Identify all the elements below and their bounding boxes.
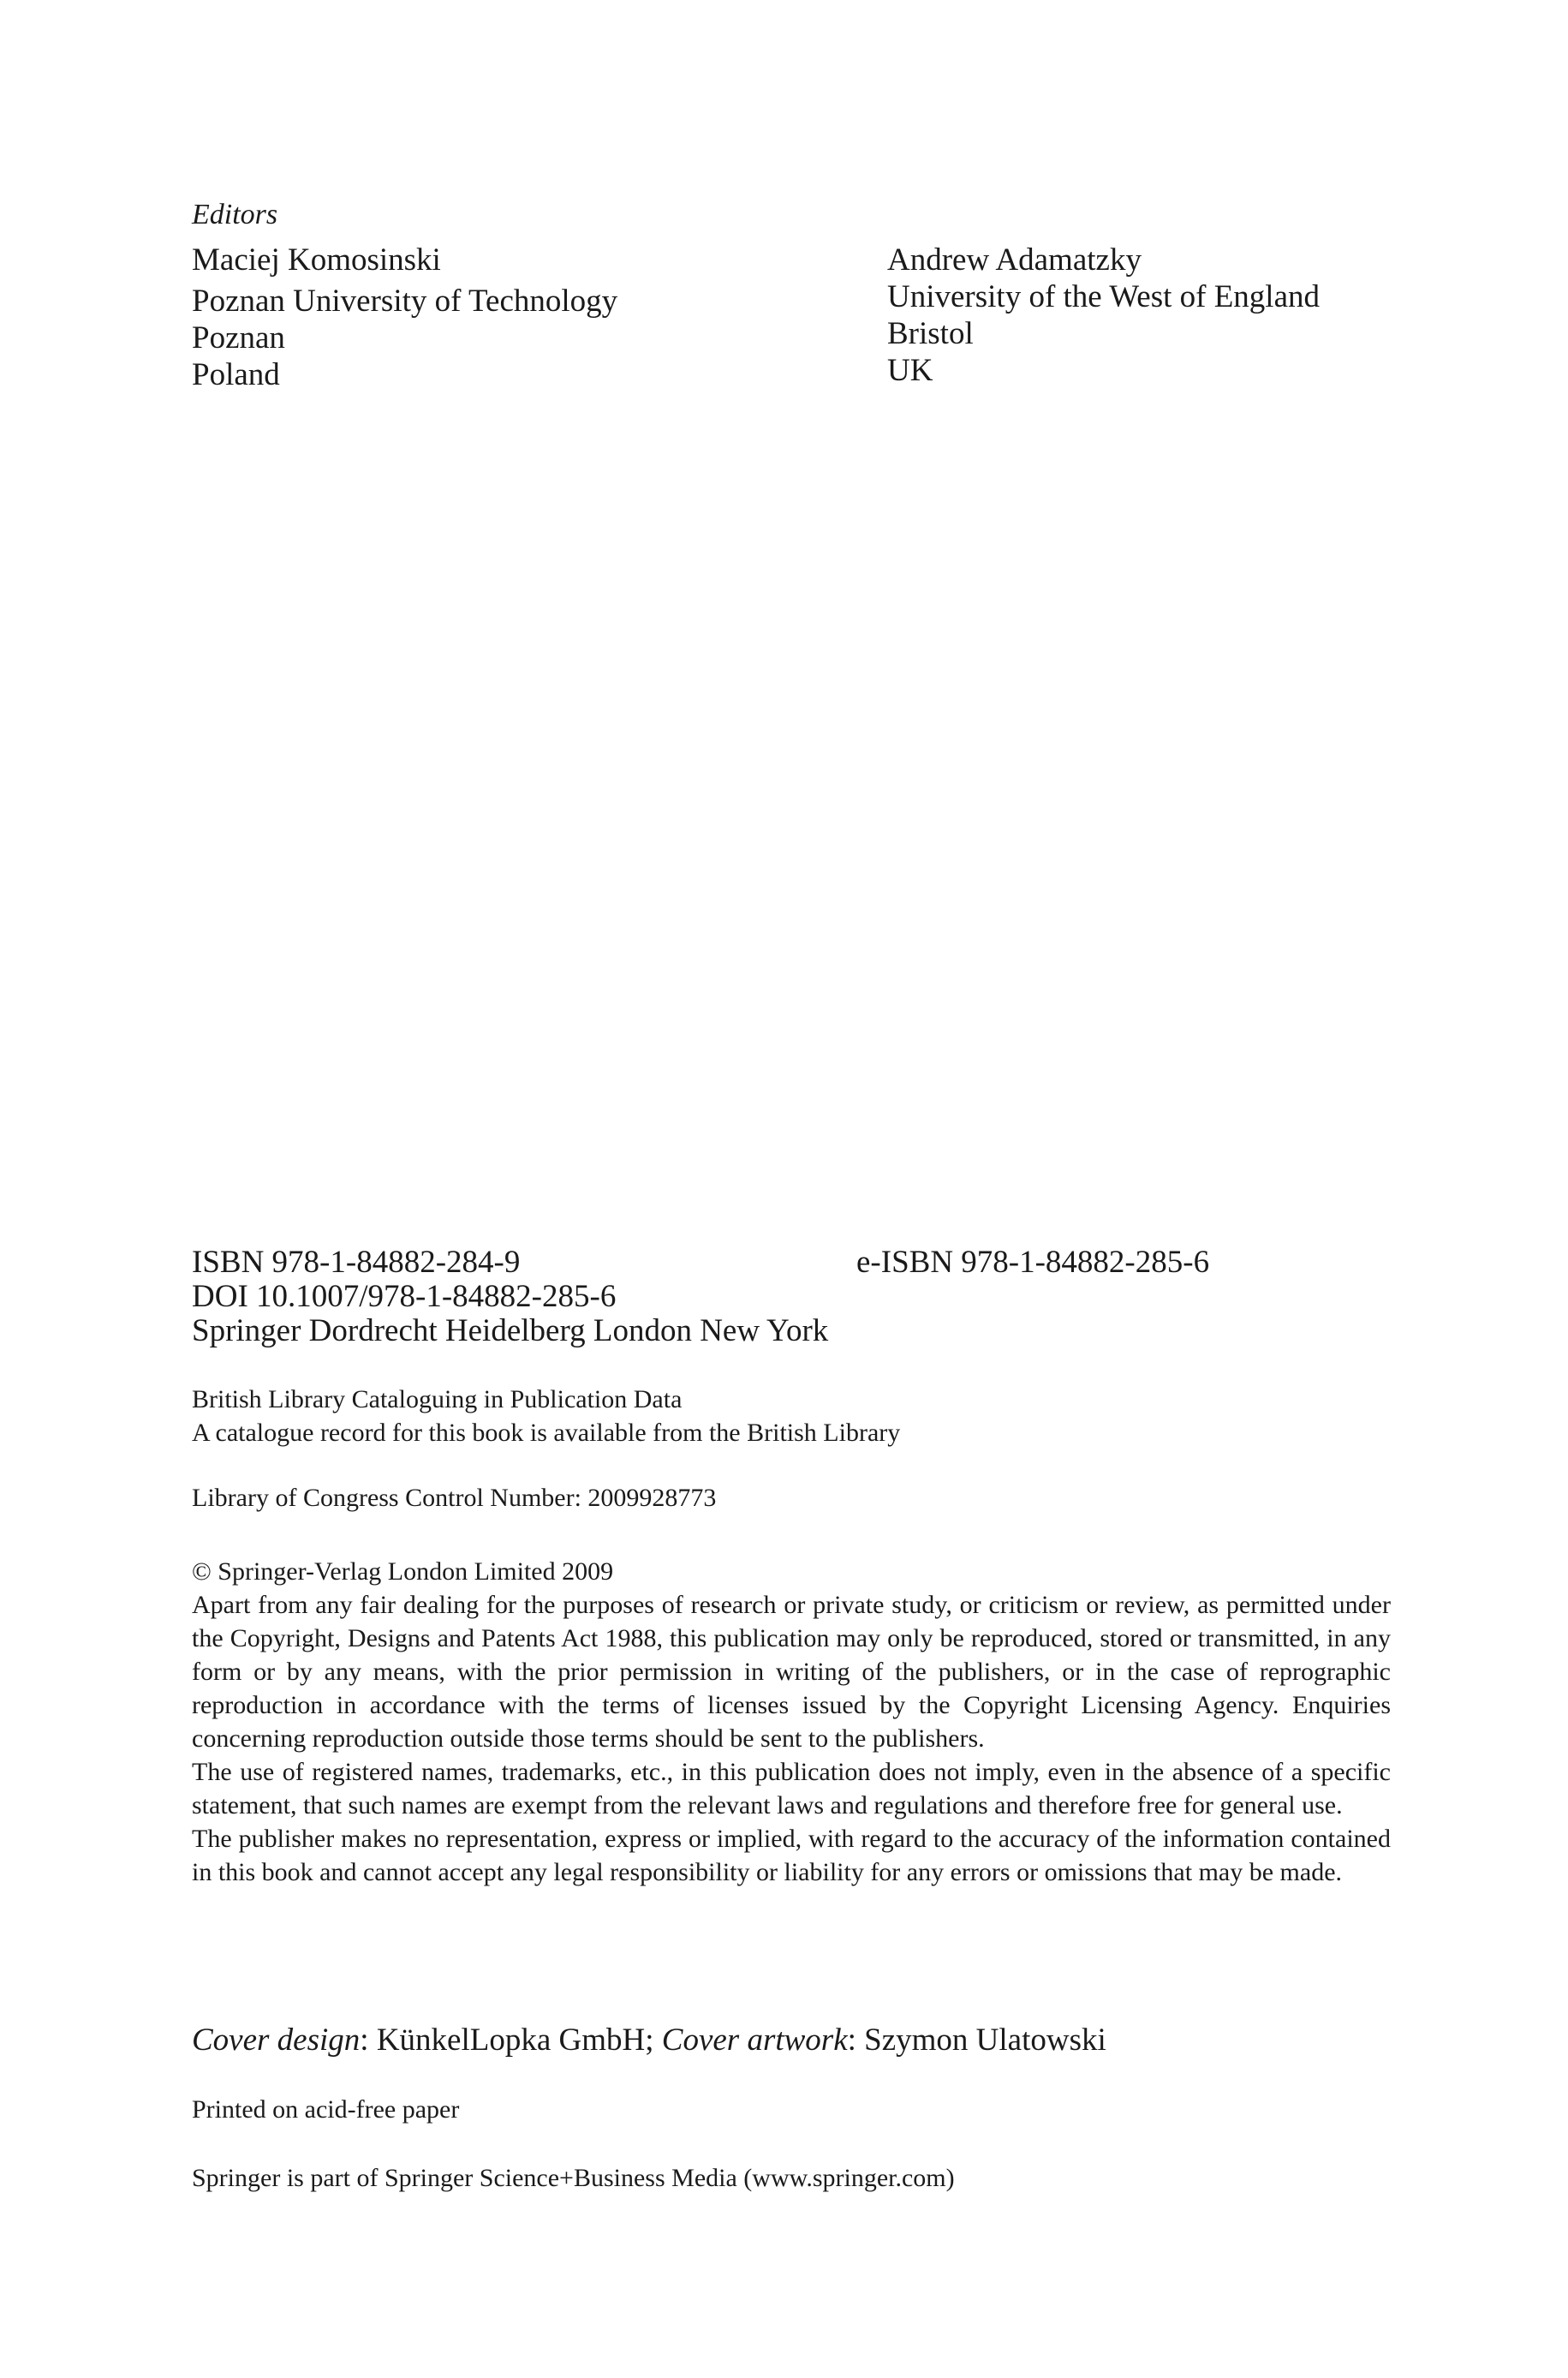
editors-label: Editors — [192, 199, 278, 230]
editor-right — [887, 242, 1320, 389]
copyright-notice: © Springer-Verlag London Limited 2009 — [192, 1557, 614, 1586]
isbn: ISBN 978-1-84882-284-9 — [192, 1245, 521, 1280]
cover-artwork-label: Cover artwork — [661, 2022, 848, 2058]
copyright-paragraph-3: The publisher makes no representation, express or implied, with regard to the accuracy of the information contained in this book and cannot accept any legal responsibility or liability for any errors or omissions that may be made. — [192, 1825, 1391, 1886]
cover-design-sep: : — [360, 2022, 377, 2058]
springer-note: Springer is part of Springer Science+Business Media (www.springer.com) — [192, 2164, 955, 2192]
doi: DOI 10.1007/978-1-84882-285-6 — [192, 1279, 617, 1314]
cataloguing-line-1: British Library Cataloguing in Publication Data — [192, 1385, 683, 1413]
editor-right-country: UK — [887, 353, 933, 388]
editor-right-name: Andrew Adamatzky — [887, 242, 1142, 278]
copyright-paragraph-2: The use of registered names, trademarks, etc., in this publication does not imply, even in the absence of a specific statement, that such names are exempt from the relevant laws and regulations and therefore free for general use. — [192, 1758, 1391, 1819]
editor-left-institution: Poznan University of Technology — [192, 284, 618, 319]
cover-credits — [192, 2022, 1106, 2058]
cover-artwork-sep: : — [847, 2022, 865, 2058]
editor-right-institution: University of the West of England — [887, 279, 1320, 314]
editor-right-city: Bristol — [887, 316, 974, 351]
publisher-cities: Springer Dordrecht Heidelberg London New York — [192, 1313, 829, 1348]
loc-control-number: Library of Congress Control Number: 2009928773 — [192, 1484, 717, 1512]
cover-design-value: KünkelLopka GmbH; — [376, 2022, 662, 2058]
printed-note: Printed on acid-free paper — [192, 2095, 460, 2124]
cataloguing-line-2: A catalogue record for this book is available from the British Library — [192, 1419, 901, 1447]
editor-left — [192, 242, 617, 393]
eisbn: e-ISBN 978-1-84882-285-6 — [856, 1245, 1210, 1280]
editor-left-city: Poznan — [192, 320, 285, 356]
editor-left-name: Maciej Komosinski — [192, 242, 441, 278]
cataloguing-data — [192, 1383, 900, 1449]
cover-artwork-value: Szymon Ulatowski — [864, 2022, 1106, 2058]
publication-info — [192, 1246, 1237, 1348]
editor-left-country: Poland — [192, 357, 280, 392]
copyright-block — [192, 1555, 1391, 1889]
cover-design-label: Cover design — [192, 2022, 361, 2058]
copyright-paragraph-1: Apart from any fair dealing for the purposes of research or private study, or criticism or review, as permitted under the Copyright, Designs and Patents Act 1988, this publication may only be reproduced, stored or transmitted, in any form or by any means, with the prior permission in writing of the publishers, or in the case of reprographic reproduction in accordance with the terms of licenses issued by the Copyright Licensing Agency. Enquiries concerning reproduction outside those terms should be sent to the publishers. — [192, 1591, 1391, 1753]
